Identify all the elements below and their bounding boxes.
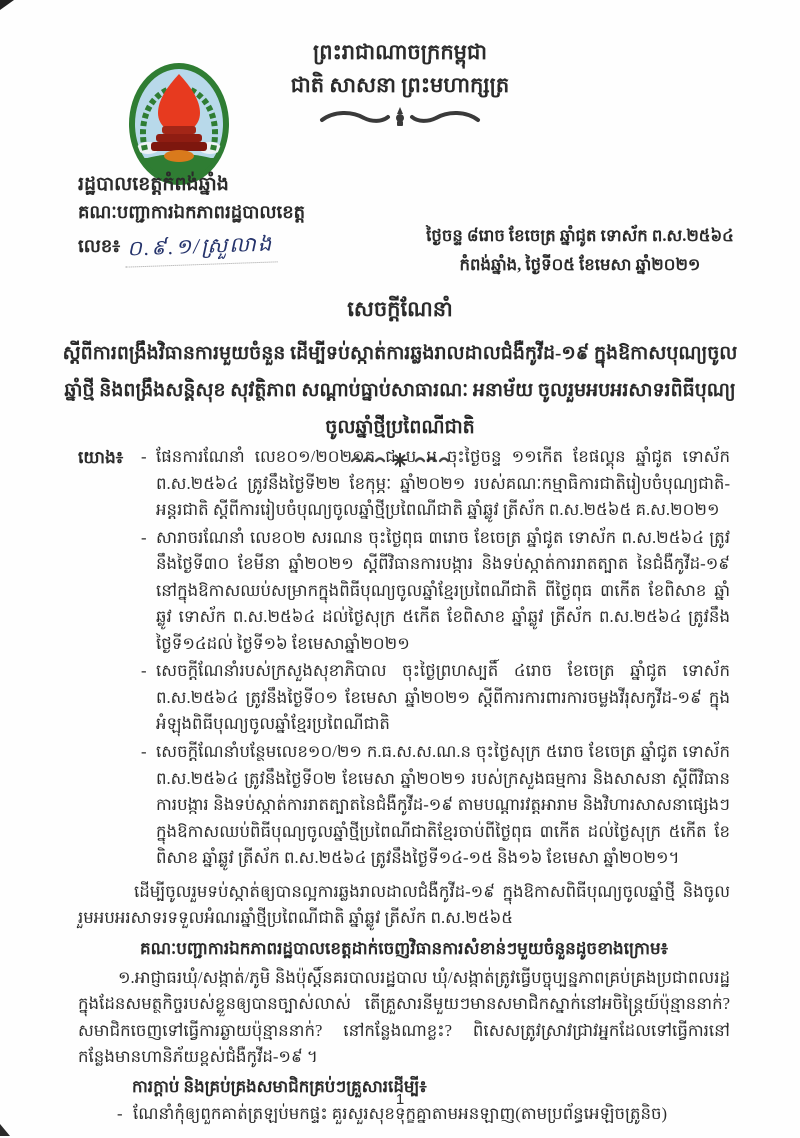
references-label: យោង៖ (78, 448, 124, 467)
national-header (0, 0, 800, 138)
reference-item: - សារាចរណែនាំ លេខ០២ សរណន ចុះថ្ងៃពុធ ៣រោច ខែចេត្រ ឆ្នាំជូត ទោស័ក ព.ស.២៥៦៤ ត្រូវនឹងថ្ងៃទី៣០ ខែមីនា ឆ្នាំ២០២១ ស្តីពីវិធានការបង្ការ និងទប់ស្កាត់ការរាតត្បាត នៃជំងឺកូវីដ-១៩ នៅក្នុងឱកាសឈប់សម្រាកក្នុងពិធីបុណ្យចូលឆ្នាំខ្មែរប្រពៃណីជាតិ ពីថ្ងៃពុធ ៣កើត ខែពិសាខ ឆ្នាំឆ្លូវ ទោស័ក ព.ស.២៥៦៤ ដល់ថ្ងៃសុក្រ ៥កើត ខែពិសាខ ឆ្នាំឆ្លូវ ត្រីស័ក ព.ស.២៥៦៤ ត្រូវនឹងថ្ងៃទី១៤ដល់ ថ្ងៃទី១៦ ខែមេសាឆ្នាំ២០២១ (138, 525, 730, 658)
dateline-block (368, 222, 792, 280)
document-body (78, 444, 730, 1128)
sender-block (78, 170, 305, 264)
scan-artifact-corner (0, 1124, 10, 1136)
reference-item: - សេចក្តីណែនាំបន្ថែមលេខ១០/២១ ក.ធ.ស.ស.ណ.ន ចុះថ្ងៃសុក្រ ៥រោច ខែចេត្រ ឆ្នាំជូត ទោស័ក ព.ស.២៥៦៤ ត្រូវនឹងថ្ងៃទី០២ ខែមេសា ឆ្នាំ២០២១ របស់ក្រសួងធម្មការ និងសាសនា ស្តីពីវិធានការបង្ការ និងទប់ស្កាត់ការរាតត្បាតនៃជំងឺកូវីដ-១៩ តាមបណ្តារវត្តអារាម និងវិហារសាសនាផ្សេងៗ ក្នុងឱកាសឈប់ពិធីបុណ្យចូលឆ្នាំថ្មីប្រពៃណីជាតិខ្មែរចាប់ពីថ្ងៃពុធ ៣កើត ដល់ថ្ងៃសុក្រ ៥កើត ខែពិសាខ ឆ្នាំឆ្លូវ ត្រីស័ក ព.ស.២៥៦៤ ត្រូវនឹងថ្ងៃទី១៤-១៥ និង១៦ ខែមេសា ឆ្នាំ២០២១។ (138, 739, 730, 872)
reference-item: - សេចក្តីណែនាំរបស់ក្រសួងសុខាភិបាល ចុះថ្ងៃព្រហស្បតិ៍ ៤រោច ខែចេត្រ ឆ្នាំជូត ទោស័ក ព.ស.២៥៦៤ ត្រូវនឹងថ្ងៃទី០១ ខែមេសា ឆ្នាំ២០២១ ស្តីពីការការពារការចម្លងវីរុសកូវីដ-១៩ ក្នុងអំឡុងពិធីបុណ្យចូលឆ្នាំខ្មែរប្រពៃណីជាតិ (138, 658, 730, 738)
document-subject: ស្តីពីការពង្រឹងវិធានការមួយចំនួន ដើម្បីទប់ស្កាត់ការឆ្លងរាលដាលជំងឺកូវីដ-១៩ ក្នុងឱកាសបុណ្យចូលឆ្នាំថ្មី និងពង្រឹងសន្តិសុខ សុវត្ថិភាព សណ្តាប់ធ្នាប់សាធារណៈ អនាម័យ ចូលរួមអបអរសាទរពិធីបុណ្យចូលឆ្នាំថ្មីប្រពៃណីជាតិ (62, 343, 738, 439)
ornament-divider-icon (0, 105, 800, 138)
lunar-date-line: ថ្ងៃចន្ទ ៨រោច ខែចេត្រ ឆ្នាំជូត ទោស័ក ព.ស.២៥៦៤ (426, 226, 734, 245)
measure-point-1: ១.អាជ្ញាធរឃុំ/សង្កាត់/ភូមិ និងប៉ុស្តិ៍នគរបាលរដ្ឋបាល ឃុំ/សង្កាត់ត្រូវធ្វើបច្ចុប្បន្នភាពគ្រប់គ្រងប្រជាពលរដ្ឋក្នុងដែនសមត្ថកិច្ចរបស់ខ្លួនឲ្យបានច្បាស់លាស់ តើគ្រួសារនីមួយៗមានសមាជិកស្នាក់នៅអចិន្ត្រៃយ៍ប៉ុន្មាននាក់? សមាជិកចេញទៅធ្វើការឆ្ងាយប៉ុន្មាននាក់? នៅកន្លែងណាខ្លះ? ពិសេសត្រូវស្រាវជ្រាវអ្នកដែលទៅធ្វើការនៅកន្លែងមានហានិភ័យខ្ពស់ជំងឺកូវីដ-១៩ ។ (78, 967, 730, 1067)
sender-committee: គណៈបញ្ជាការឯកភាពរដ្ឋបាលខេត្ត (78, 202, 306, 223)
sender-administration: រដ្ឋបាលខេត្តកំពង់ឆ្នាំង (78, 174, 229, 195)
document-type-heading: សេចក្តីណែនាំ (347, 297, 453, 321)
page-number: 1 (395, 1091, 405, 1108)
national-motto: ជាតិ សាសនា ព្រះមហាក្សត្រ (290, 72, 510, 97)
provincial-emblem (128, 62, 230, 186)
reference-number-line (78, 229, 305, 264)
intro-paragraph: ដើម្បីចូលរួមទប់ស្កាត់ឲ្យបានល្អការឆ្លងរាលដាលជំងឺកូវីដ-១៩ ក្នុងឱកាសពិធីបុណ្យចូលឆ្នាំថ្មី និងចូលរួមអបអរសាទរទទួលអំណរឆ្នាំថ្មីប្រពៃណីជាតិ ឆ្នាំឆ្លូវ ត្រីស័ក ព.ស.២៥៦៥ (78, 881, 730, 928)
control-bullet-item: - ណែនាំកុំឲ្យពួកគាត់ត្រឡប់មកផ្ទះ គួរសួរសុខទុក្ខគ្នាតាមអនឡាញ(តាមប្រព័ន្ធអេឡិចត្រូនិច) (78, 1101, 730, 1128)
reference-number-label: លេខ៖ (78, 236, 121, 257)
control-subheading: ការក្តាប់ និងគ្រប់គ្រងសមាជិកគ្រប់ៗគ្រួសារដើម្បី៖ (132, 1076, 427, 1096)
kingdom-title: ព្រះរាជាណាចក្រកម្ពុជា (312, 40, 487, 64)
references-list (138, 444, 730, 873)
gregorian-date-line: កំពង់ឆ្នាំង, ថ្ងៃទី០៥ ខែមេសា ឆ្នាំ២០២១ (459, 254, 701, 274)
reference-item: - ផែនការណែនាំ លេខ០១/២០២១ក ជ ប អ ចុះថ្ងៃចន្ទ ១១កើត ខែផល្គុន ឆ្នាំជូត ទោស័ក ព.ស.២៥៦៤ ត្រូវនឹងថ្ងៃទី២២ ខែកុម្ភៈ ឆ្នាំ២០២១ របស់គណៈកម្មាធិការជាតិរៀបចំបុណ្យជាតិ-អន្តរជាតិ ស្តីពីការរៀបចំបុណ្យចូលឆ្នាំថ្មីប្រពៃណីជាតិ ឆ្នាំឆ្លូវ ត្រីស័ក ព.ស.២៥៦៥ គ.ស.២០២១ (138, 444, 730, 524)
references-section (78, 444, 730, 873)
measures-heading: គណៈបញ្ជាការឯកភាពរដ្ឋបាលខេត្តដាក់ចេញវិធានការសំខាន់ៗមួយចំនួនដូចខាងក្រោម៖ (139, 938, 669, 958)
reference-number-handwritten: ០.៩.១/ស្រួលាង (124, 228, 277, 268)
